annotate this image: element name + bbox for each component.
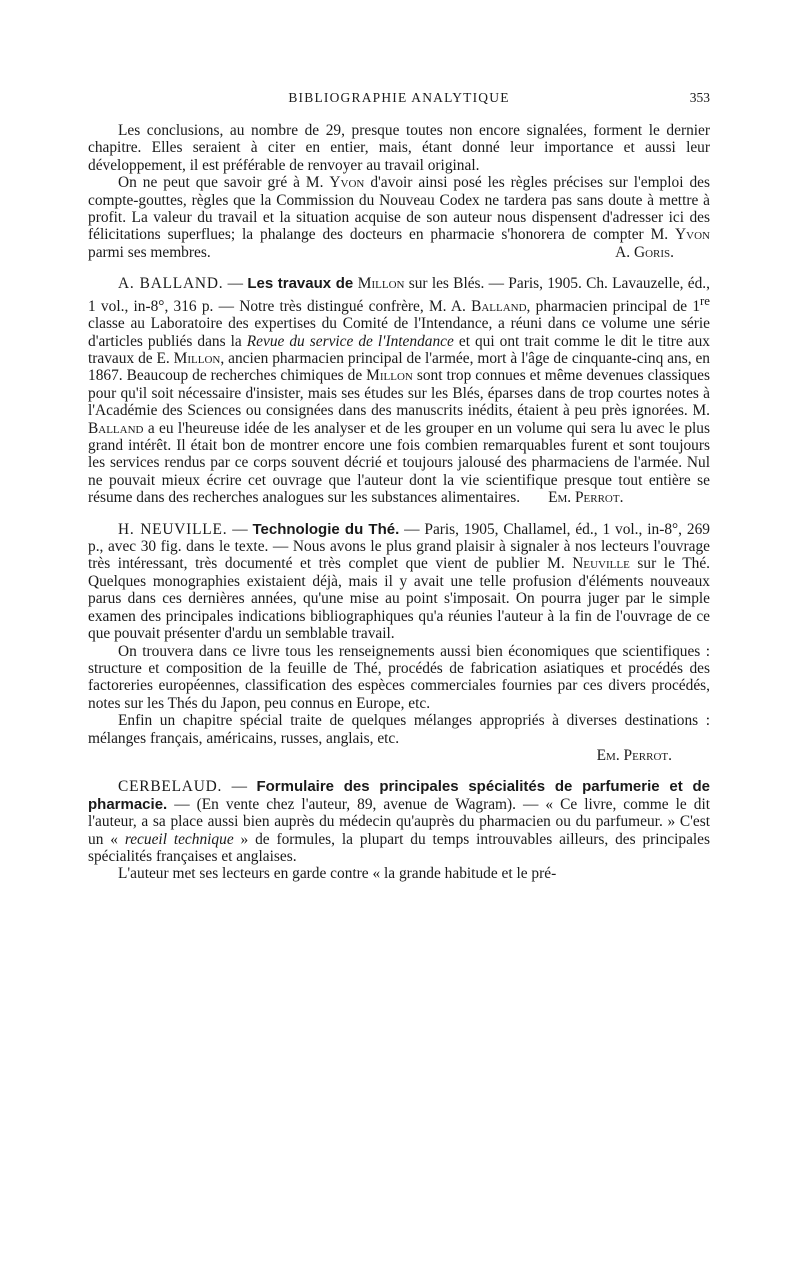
author-name: Millon (366, 367, 413, 385)
review-cerbelaud: CERBELAUD. — Formulaire des principales spécialités de parfumerie et de pharmacie. — (En vente chez l'auteur, 89, avenue de Wagram). — « Ce livre, comme le dit l'auteur, a sa place aussi bien auprès du médecin qu'auprès du pharmacien ou du parfumeur. » C'est un « recueil technique » de formules, la plupart du temps introuvables ailleurs, des principales spécialités françaises et anglaises. (88, 778, 710, 865)
paragraph-yvon: On ne peut que savoir gré à M. Yvon d'avoir ainsi posé les règles précises sur l'emploi des compte-gouttes, règles que la Commission du Nouveau Codex ne tardera pas sans doute à mettre à profit. La valeur du travail et la situation acquise de son auteur nous dispensent d'adresser ici des félicitations superflues; la phalange des docteurs en pharmacie s'honorera de compter M. Yvon parmi ses membres. A. Goris. (88, 174, 710, 261)
page-number: 353 (689, 90, 710, 105)
review-signature: Em. Perrot. (548, 489, 624, 507)
author-name: Neuville (572, 555, 630, 573)
title-name: Millon (357, 275, 405, 293)
review-neuville: H. NEUVILLE. — Technologie du Thé. — Paris, 1905, Challamel, éd., 1 vol., in-8°, 269 p., avec 30 fig. dans le texte. — Nous avons le plus grand plaisir à signaler à nos lecteurs l'ouvrage très intéressant, très documenté et très complet que vient de publier M. Neuville sur le Thé. Quelques monographies existaient déjà, mais il y avait une telle profusion d'éléments nouveaux parus dans ces dernières années, qu'une mise au point s'imposait. On pourra juger par le simple examen des principales indications bibliographiques qu'a réunies l'auteur à la fin de l'ouvrage de ce que pouvait présenter d'ardu un semblable travail. (88, 520, 710, 643)
paragraph-neuville-contents: On trouvera dans ce livre tous les renseignements aussi bien économiques que scientifiques : structure et composition de la feuille de Thé, procédés de fabrication asiatiques et procédés des factoreries européennes, classification des espèces commerciales fournies par ces divers procédés, notes sur les Thés du Japon, peu connus en Europe, etc. (88, 642, 710, 712)
author-name: Millon (173, 350, 221, 367)
review-title: Formulaire des principales spécialités de parfumerie et de pharmacie. (88, 778, 710, 813)
page-header (88, 90, 710, 110)
separator (88, 764, 710, 778)
review-title: Les travaux de (247, 275, 358, 293)
quoted-term: recueil technique (124, 830, 234, 848)
separator (88, 507, 710, 521)
journal-title: Revue du service de l'Intendance (246, 332, 454, 350)
page-body (88, 122, 710, 883)
review-signature: Em. Perrot. (596, 746, 672, 764)
author-name: Yvon (329, 174, 365, 192)
review-balland: A. BALLAND. — Les travaux de Millon sur les Blés. — Paris, 1905. Ch. Lavauzelle, éd., 1 vol., in-8°, 316 p. — Notre très distingué confrère, M. A. Balland, pharmacien principal de 1re classe au Laboratoire des expertises du Comité de l'Intendance, a réuni dans ce volume une série d'articles publiés dans la Revue du service de l'Intendance et qui ont trait comme le dit le titre aux travaux de E. Millon, ancien pharmacien principal de l'armée, mort à l'âge de cinquante-cinq ans, en 1867. Beaucoup de recherches chimiques de Millon sont trop connues et même devenues classiques pour qu'il soit nécessaire d'insister, mais ses études sur les Blés, éparses dans de trop courtes notes à l'Académie des Sciences ou consignées dans des manuscrits inédits, étaient à peu près ignorées. M. Balland a eu l'heureuse idée de les analyser et de les grouper en un volume qui sera lu avec le plus grand intérêt. Il était bon de montrer encore une fois combien remarquables furent et sont toujours les services rendus par ce corps souvent décrié et toujours jalousé des pharmaciens de l'armée. Nul ne pouvait mieux écrire cet ouvrage que l'auteur dont la vie scientifique presque tout entière se résume dans des recherches analogues sur les substances alimentaires. Em. Perrot. (88, 275, 710, 507)
review-signature: A. Goris. (615, 243, 674, 261)
review-author: H. NEUVILLE. (118, 520, 228, 538)
author-name: Balland (471, 297, 527, 315)
paragraph-conclusions: Les conclusions, au nombre de 29, presque toutes non encore signalées, forment le dernier chapitre. Elles seraient à citer en entier, mais, étant donné leur importance et aussi leur développement, il est préférable de renvoyer au travail original. (88, 122, 710, 174)
review-title: Technologie du Thé. (252, 520, 400, 538)
review-author: A. BALLAND. (118, 275, 224, 293)
author-name: Yvon (675, 226, 710, 244)
review-author: CERBELAUD. (118, 778, 223, 796)
paragraph-neuville-mixtures: Enfin un chapitre spécial traite de quelques mélanges appropriés à diverses destinations : mélanges français, américains, russes, anglais, etc. (88, 712, 710, 747)
separator (88, 261, 710, 275)
author-name: Balland (88, 419, 144, 437)
paragraph-cerbelaud-warning: L'auteur met ses lecteurs en garde contre « la grande habitude et le pré- (118, 865, 557, 883)
running-title: BIBLIOGRAPHIE ANALYTIQUE (288, 90, 510, 105)
